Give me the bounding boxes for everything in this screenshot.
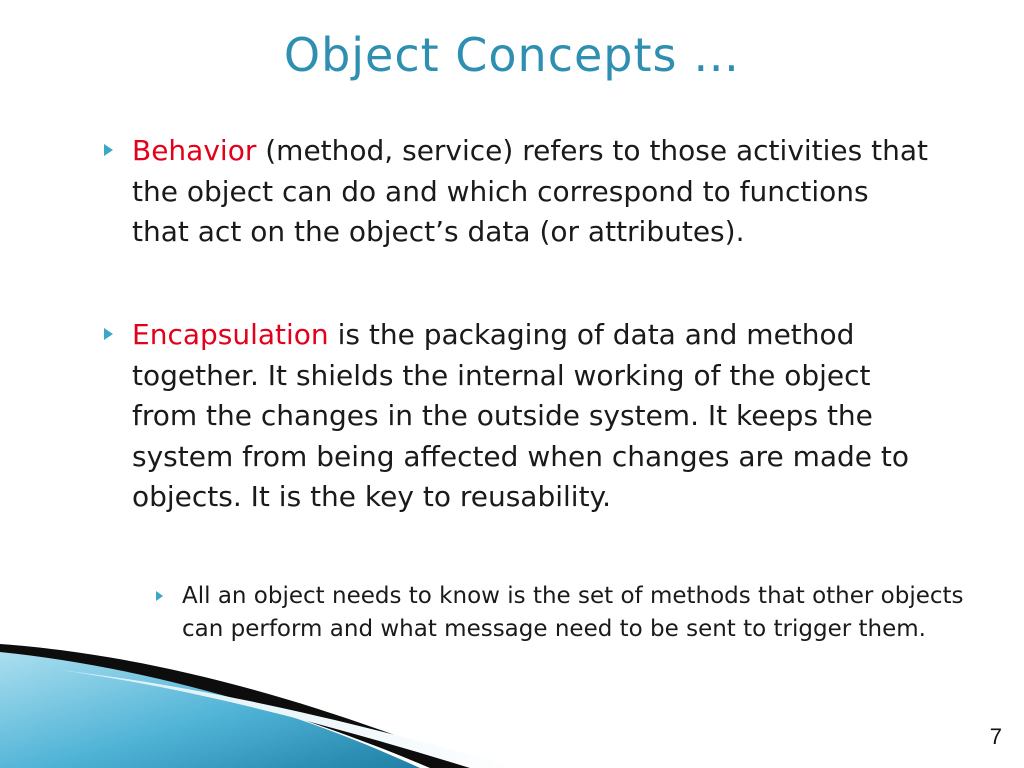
bullet-behavior	[104, 131, 934, 253]
bullet-arrow-icon	[104, 328, 113, 340]
bullet-text	[132, 315, 934, 518]
slide-title: Object Concepts …	[283, 28, 741, 82]
bullet-encapsulation	[104, 315, 934, 518]
bullet-text	[132, 131, 934, 253]
page-number: 7	[989, 724, 1002, 749]
bullet-description: is the packaging of data and method together. It shields the internal working of the object from the changes in the outside system. It keeps the system from being affected when changes are made to objects. It is the key to reusability.	[132, 318, 910, 513]
bullet-arrow-icon	[104, 144, 113, 156]
bullet-description: (method, service) refers to those activities that the object can do and which correspond to functions that act on the object’s data (or attributes).	[132, 134, 929, 248]
sub-bullet-text: All an object needs to know is the set of methods that other objects can perform and what message need to be sent to trigger them.	[182, 583, 964, 642]
sub-bullet-arrow-icon	[156, 591, 163, 601]
decorative-wave-swoosh	[0, 630, 1024, 768]
term-encapsulation: Encapsulation	[132, 318, 329, 351]
term-behavior: Behavior	[132, 134, 257, 167]
